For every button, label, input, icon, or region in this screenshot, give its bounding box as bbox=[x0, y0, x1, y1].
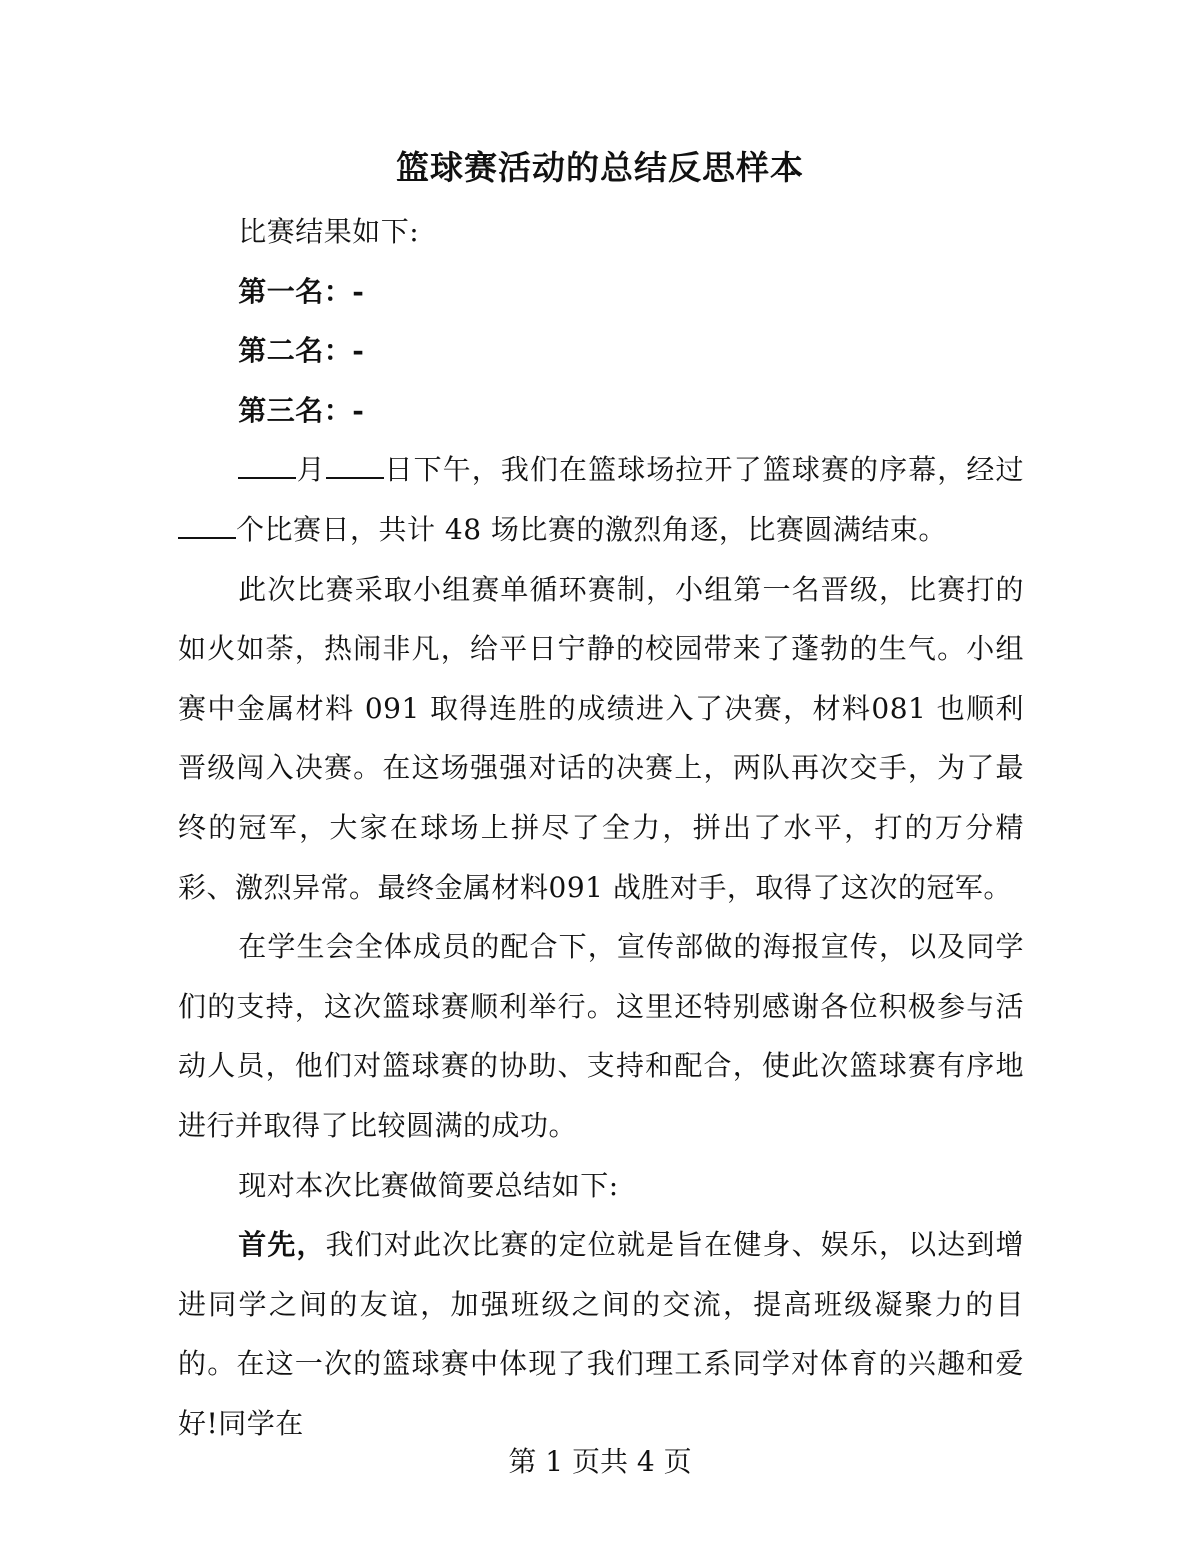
results-intro: 比赛结果如下: bbox=[238, 215, 420, 248]
document-title: 篮球赛活动的总结反思样本 bbox=[396, 148, 804, 187]
match-days-blank bbox=[178, 536, 236, 539]
ranking-third-label: 第三名： bbox=[238, 393, 353, 427]
day-blank bbox=[326, 476, 384, 479]
month-blank bbox=[238, 476, 296, 479]
paragraph-first-point bbox=[178, 1215, 1024, 1453]
ranking-first-value: - bbox=[352, 274, 365, 308]
ranking-first bbox=[178, 262, 1024, 322]
first-point-lead: 首先， bbox=[238, 1228, 326, 1262]
ranking-second-label: 第二名： bbox=[238, 334, 353, 368]
paragraph-summary-intro: 现对本次比赛做简要总结如下: bbox=[238, 1168, 619, 1202]
page-number: 第 1 页共 4 页 bbox=[508, 1445, 692, 1478]
paragraph-competition: 此次比赛采取小组赛单循环赛制，小组第一名晋级，比赛打的如火如荼，热闹非凡，给平日宁静的校园带来了蓬勃的生气。小组赛中金属材料 091 取得连胜的成绩进入了决赛，材料081 也顺利晋级闯入决赛。在这场强强对话的决赛上，两队再次交手，为了最终的冠军，大家在球场上拼尽了全力，拼出了水平，打的万分精彩、激烈异常。最终金属材料091 战胜对手，取得了这次的冠军。 bbox=[178, 572, 1024, 904]
ranking-second bbox=[178, 321, 1024, 381]
ranking-second-value: - bbox=[352, 334, 365, 368]
paragraph-schedule-seg2: 日下午，我们在篮球场拉开了篮球赛的序幕，经过 bbox=[383, 453, 1024, 487]
paragraph-schedule-seg3: 个比赛日，共计 48 场比赛的激烈角逐，比赛圆满结束。 bbox=[236, 512, 947, 546]
paragraph-schedule-seg1: 月 bbox=[296, 453, 326, 487]
document-body bbox=[178, 202, 1024, 1453]
ranking-third bbox=[178, 381, 1024, 441]
ranking-first-label: 第一名： bbox=[238, 274, 353, 308]
paragraph-schedule bbox=[178, 440, 1024, 559]
ranking-third-value: - bbox=[352, 393, 365, 427]
paragraph-thanks: 在学生会全体成员的配合下，宣传部做的海报宣传，以及同学们的支持，这次篮球赛顺利举行。这里还特别感谢各位积极参与活动人员，他们对篮球赛的协助、支持和配合，使此次篮球赛有序地进行并取得了比较圆满的成功。 bbox=[178, 930, 1024, 1142]
first-point-text: 我们对此次比赛的定位就是旨在健身、娱乐，以达到增进同学之间的友谊，加强班级之间的交流，提高班级凝聚力的目的。在这一次的篮球赛中体现了我们理工系同学对体育的兴趣和爱好!同学在 bbox=[178, 1228, 1024, 1440]
